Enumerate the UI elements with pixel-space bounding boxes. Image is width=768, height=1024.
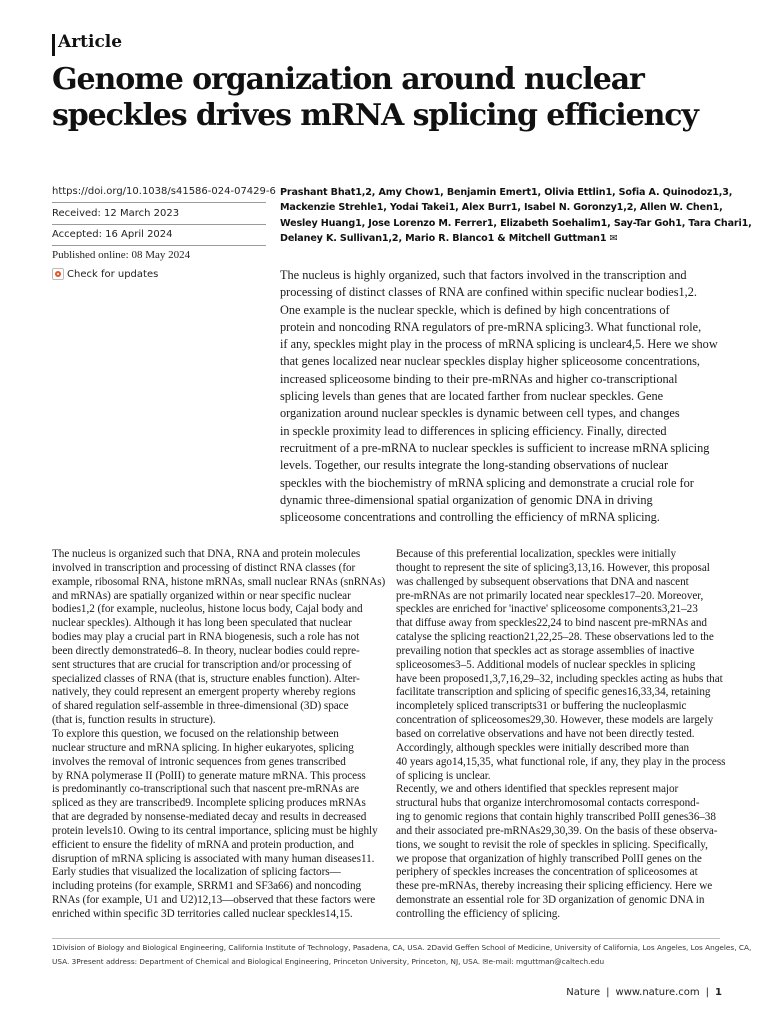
body-line: spliced as they are transcribed9. Incomplete splicing produces mRNAs bbox=[52, 797, 366, 810]
body-line: nuclear structure and mRNA splicing. In higher eukaryotes, splicing bbox=[52, 741, 354, 754]
body-line: these pre-mRNAs, thereby increasing their splicing efficiency. Here we bbox=[396, 880, 713, 893]
body-line: spliceosomes3–5. Additional models of nuclear speckles in splicing bbox=[396, 658, 696, 671]
body-line: pre-mRNAs are not primarily located near speckles17–20. Moreover, bbox=[396, 589, 704, 602]
body-line: bodies may play a crucial part in RNA biogenesis, such a role has not bbox=[52, 631, 360, 644]
body-line: that are degraded by nonsense-mediated decay and results in decreased bbox=[52, 811, 367, 824]
meta-divider bbox=[52, 202, 266, 203]
footnote-line: USA. 3Present address: Department of Chemical and Biological Engineering, Princeton University, Princeton, NJ, USA. ✉e-mail: mguttman@caltech.edu bbox=[52, 957, 605, 966]
body-line: have been proposed1,3,7,16,29–32, including speckles acting as hubs that bbox=[396, 672, 723, 685]
body-line: and their associated pre-mRNAs29,30,39. On the basis of these observa- bbox=[396, 824, 718, 837]
body-line: 40 years ago14,15,35, what functional role, if any, they play in the process bbox=[396, 755, 726, 768]
body-line: is predominantly co-transcriptional such that nascent pre-mRNAs are bbox=[52, 783, 360, 796]
body-line: by RNA polymerase II (PolII) to generate mature mRNA. This process bbox=[52, 769, 366, 782]
footer-separator: | bbox=[705, 987, 710, 998]
accepted-date: Accepted: 16 April 2024 bbox=[52, 229, 173, 240]
abstract-line: levels. Together, our results integrate the long-standing observations of nuclear bbox=[280, 458, 669, 473]
check-updates-button[interactable] bbox=[52, 268, 158, 280]
abstract-line: if any, speckles might play in the process of mRNA splicing is unclear4,5. Here we show bbox=[280, 337, 718, 352]
body-line: Early studies that visualized the localization of splicing factors— bbox=[52, 866, 341, 879]
article-type-label: Article bbox=[58, 32, 123, 52]
author-line: Mackenzie Strehle1, Yodai Takei1, Alex Burr1, Isabel N. Goronzy1,2, Allen W. Chen1, bbox=[280, 202, 723, 214]
body-line: The nucleus is organized such that DNA, RNA and protein molecules bbox=[52, 548, 361, 560]
body-line: was challenged by subsequent observations that DNA and nascent bbox=[396, 575, 689, 588]
body-line: involves the removal of intronic sequences from genes transcribed bbox=[52, 755, 346, 768]
body-line: of splicing is unclear. bbox=[396, 769, 491, 782]
abstract-line: spliceosome concentrations and controlling the efficiency of mRNA splicing. bbox=[280, 510, 660, 525]
affiliations-footnote bbox=[52, 941, 752, 969]
body-line: periphery of speckles increases the concentration of spliceosomes at bbox=[396, 866, 698, 879]
abstract-line: splicing levels than genes that are located farther from nuclear speckles. Gene bbox=[280, 389, 664, 404]
body-column-right bbox=[396, 548, 731, 922]
body-line: including proteins (for example, SRRM1 and SF3a66) and noncoding bbox=[52, 880, 362, 893]
crossmark-icon bbox=[52, 268, 64, 280]
body-line: been directly demonstrated6–8. In theory, nuclear bodies could repre- bbox=[52, 644, 360, 657]
body-line: that diffuse away from speckles22,24 to bind nascent pre-mRNAs and bbox=[396, 617, 707, 630]
body-line: facilitate transcription and splicing of specific genes16,33,34, retaining bbox=[396, 686, 711, 699]
abstract-line: processing of distinct classes of RNA are confined within specific nuclear bodies1,2. bbox=[280, 285, 697, 300]
author-list bbox=[280, 185, 752, 246]
journal-name: Nature bbox=[566, 987, 601, 998]
body-line: tions, we sought to revisit the role of speckles in splicing. Specifically, bbox=[396, 838, 708, 851]
body-line: (that is, function results in structure). bbox=[52, 714, 216, 727]
title-line: speckles drives mRNA splicing efficiency bbox=[52, 98, 698, 133]
body-line: ing to genomic regions that contain highly transcribed PolII genes36–38 bbox=[396, 811, 716, 824]
check-updates-label: Check for updates bbox=[67, 268, 159, 280]
published-date: Published online: 08 May 2024 bbox=[52, 249, 191, 261]
body-line: based on correlative observations and have not been directly tested. bbox=[396, 727, 695, 740]
body-line: natively, they could represent an emergent property whereby regions bbox=[52, 686, 356, 699]
body-column-left bbox=[52, 548, 387, 922]
footnote-divider bbox=[52, 938, 720, 939]
body-line: bodies1,2 (for example, nucleolus, histone locus body, Cajal body and bbox=[52, 603, 363, 616]
author-line: Prashant Bhat1,2, Amy Chow1, Benjamin Emert1, Olivia Ettlin1, Sofia A. Quinodoz1,3, bbox=[280, 187, 733, 198]
body-line: sent structures that are crucial for transcription and/or processing of bbox=[52, 658, 352, 671]
body-line: involved in transcription and processing of distinct RNA classes (for bbox=[52, 561, 356, 574]
abstract-line: The nucleus is highly organized, such that factors involved in the transcription and bbox=[280, 268, 687, 282]
page-number: 1 bbox=[715, 987, 722, 998]
body-line: Recently, we and others identified that speckles represent major bbox=[396, 783, 679, 796]
body-line: Accordingly, although speckles were initially described more than bbox=[396, 741, 690, 754]
doi-link[interactable]: https://doi.org/10.1038/s41586-024-07429-6 bbox=[52, 186, 276, 197]
author-line: Wesley Huang1, Jose Lorenzo M. Ferrer1, Elizabeth Soehalim1, Say-Tar Goh1, Tara Chari1, bbox=[280, 217, 752, 229]
body-line: prevailing notion that speckles act as storage assemblies of inactive bbox=[396, 644, 695, 657]
abstract-line: in speckle proximity lead to differences in splicing efficiency. Finally, directed bbox=[280, 423, 667, 438]
body-line: concentration of spliceosomes29,30. However, these models are largely bbox=[396, 714, 714, 727]
author-line: Delaney K. Sullivan1,2, Mario R. Blanco1 & Mitchell Guttman1 ✉ bbox=[280, 232, 618, 244]
body-line: specialized classes of RNA (that is, structure enables function). Alter- bbox=[52, 672, 360, 685]
journal-site-link[interactable]: www.nature.com bbox=[615, 987, 700, 998]
abstract-line: increased spliceosome binding to their pre-mRNAs and higher co-transcriptional bbox=[280, 371, 678, 386]
article-title bbox=[52, 62, 752, 134]
abstract-line: recruitment of a pre-mRNA to nuclear speckles is sufficient to increase mRNA splicing bbox=[280, 440, 710, 455]
meta-divider bbox=[52, 224, 266, 225]
article-label-bar bbox=[52, 34, 55, 56]
footer-separator: | bbox=[606, 987, 610, 998]
body-line: To explore this question, we focused on the relationship between bbox=[52, 727, 339, 740]
meta-divider bbox=[52, 245, 266, 246]
body-line: protein levels10. Owing to its central importance, splicing must be highly bbox=[52, 824, 378, 837]
body-line: and mRNAs) are spatially organized within or near specific nuclear bbox=[52, 589, 351, 602]
body-line: nuclear speckles). Although it has long been speculated that nuclear bbox=[52, 617, 352, 630]
body-line: RNAs (for example, U1 and U2)12,13—observed that these factors were bbox=[52, 894, 376, 907]
body-line: example, ribosomal RNA, histone mRNAs, small nuclear RNAs (snRNAs) bbox=[52, 575, 386, 588]
body-line: demonstrate an essential role for 3D organization of genomic DNA in bbox=[396, 894, 705, 907]
body-line: thought to represent the site of splicing3,13,16. However, this proposal bbox=[396, 561, 710, 574]
body-line: efficient to ensure the fidelity of mRNA and protein production, and bbox=[52, 838, 354, 851]
body-line: we propose that organization of highly transcribed PolII genes on the bbox=[396, 852, 702, 865]
body-line: enriched within specific 3D territories called nuclear speckles14,15. bbox=[52, 907, 353, 920]
body-line: disruption of mRNA splicing is associated with many human diseases11. bbox=[52, 852, 375, 865]
abstract bbox=[280, 267, 720, 526]
body-line: Because of this preferential localization, speckles were initially bbox=[396, 548, 677, 560]
footnote-line: 1Division of Biology and Biological Engineering, California Institute of Technology, Pasadena, CA, USA. 2David Geffen School of Medicine, University of California, Los Angeles, Los Angeles, CA, bbox=[52, 943, 752, 952]
abstract-line: that genes localized near nuclear speckles display higher spliceosome concentrations, bbox=[280, 354, 700, 369]
received-date: Received: 12 March 2023 bbox=[52, 208, 180, 219]
body-line: structural hubs that organize interchromosomal contacts correspond- bbox=[396, 797, 700, 810]
abstract-line: dynamic three-dimensional spatial organization of genomic DNA in driving bbox=[280, 492, 653, 507]
body-line: of shared regulation self-assemble in three-dimensional (3D) space bbox=[52, 700, 349, 713]
abstract-line: protein and noncoding RNA regulators of pre-mRNA splicing3. What functional role, bbox=[280, 319, 702, 334]
abstract-line: speckles with the biochemistry of mRNA splicing and demonstrate a crucial role for bbox=[280, 475, 694, 490]
abstract-line: One example is the nuclear speckle, which is defined by high concentrations of bbox=[280, 302, 670, 317]
page-footer bbox=[566, 987, 722, 998]
abstract-line: organization around nuclear speckles is dynamic between cell types, and changes bbox=[280, 406, 680, 421]
body-line: incompletely spliced transcripts31 or buffering the nucleoplasmic bbox=[396, 700, 687, 713]
body-line: controlling the efficiency of splicing. bbox=[396, 907, 561, 920]
body-line: catalyse the splicing reaction21,22,25–28. These observations led to the bbox=[396, 631, 714, 644]
title-line: Genome organization around nuclear bbox=[52, 62, 644, 97]
body-line: speckles are enriched for 'inactive' spliceosome components3,21–23 bbox=[396, 603, 698, 616]
